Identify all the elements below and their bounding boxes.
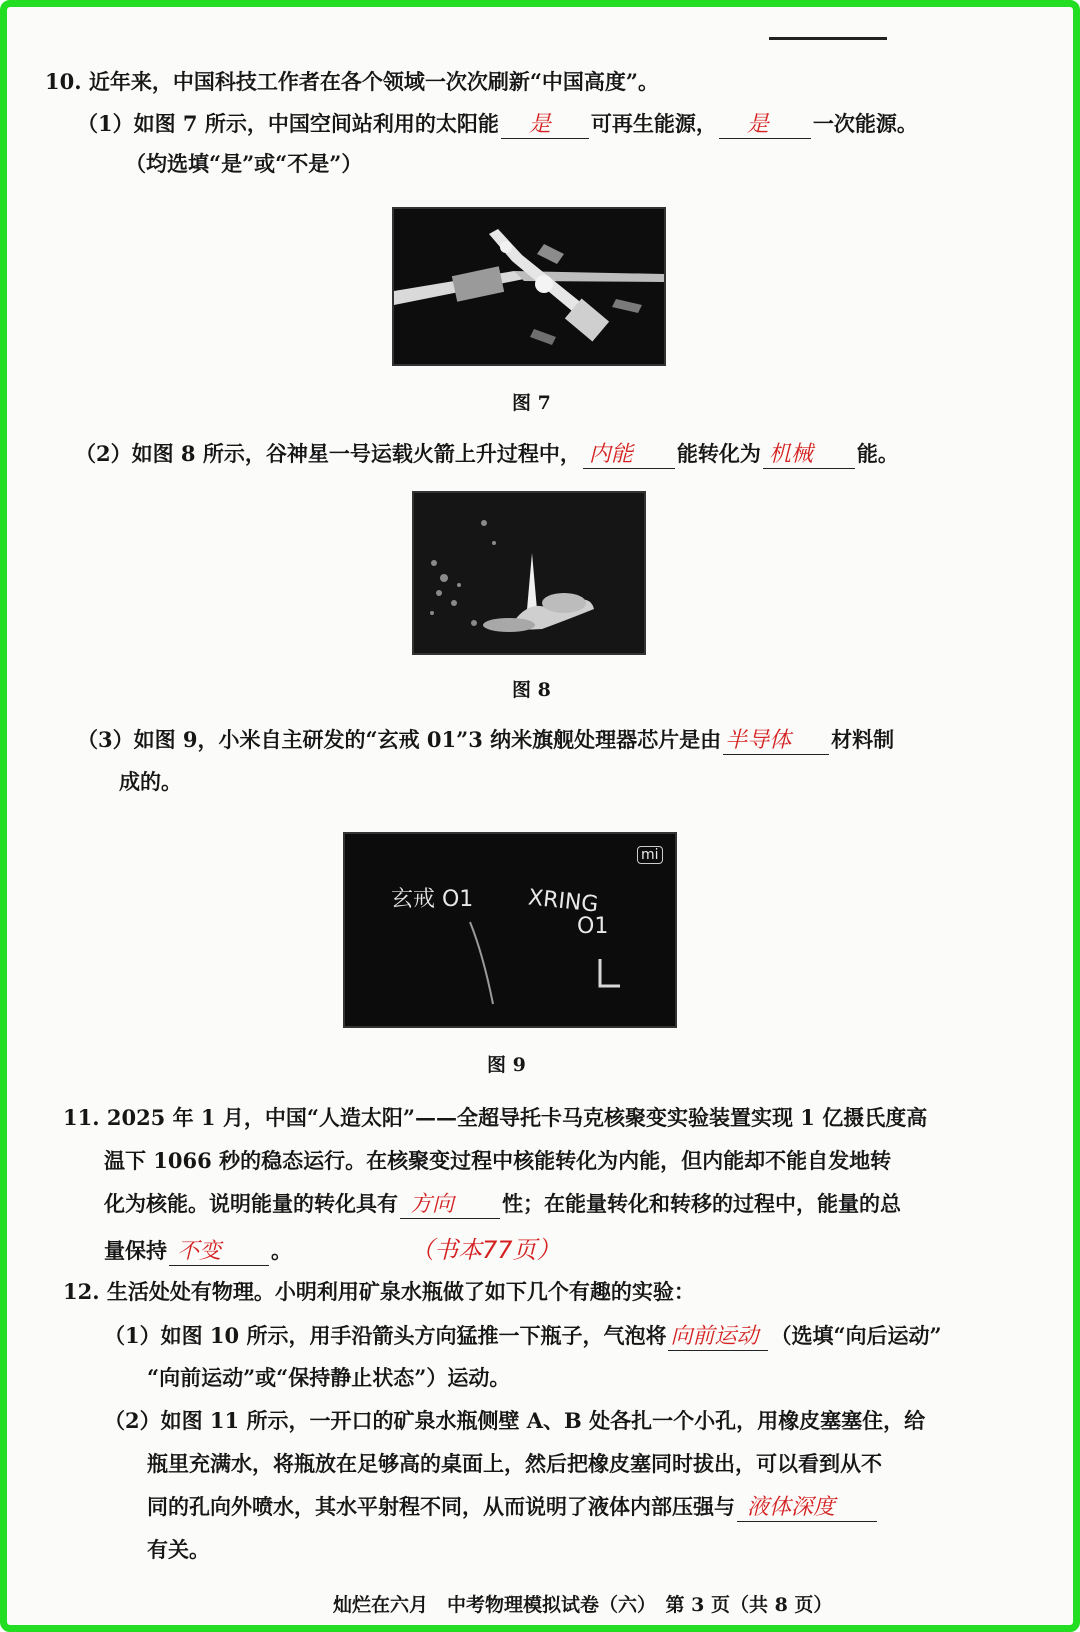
- q10-p1-answer2: 是: [746, 112, 769, 137]
- q11-line2: 温下 1066 秒的稳态运行。在核聚变过程中核能转化为内能，但内能却不能自发地转: [104, 1148, 892, 1173]
- q10-part1: [77, 109, 918, 139]
- q10-part3: [77, 725, 894, 755]
- q11-answer1: 方向: [410, 1192, 455, 1217]
- q10-p1-blank2[interactable]: [719, 112, 811, 139]
- q10-p1-hint: （均选填“是”或“不是”）: [125, 151, 363, 176]
- q10-title: 10. 近年来，中国科技工作者在各个领域一次次刷新“中国高度”。: [45, 69, 660, 94]
- q10-p1-label: （1）如图 7 所示，中国空间站利用的太阳能: [77, 111, 499, 136]
- q10-part2: [75, 439, 899, 469]
- q10-p2-blank1[interactable]: [583, 442, 675, 469]
- figure-8-caption: 图 8: [512, 679, 551, 701]
- chip-label-cn: 玄戒 O1: [391, 887, 474, 912]
- q12-part2-line1: （2）如图 11 所示，一开口的矿泉水瓶侧壁 A、B 处各扎一个小孔，用橡皮塞塞住，给: [104, 1408, 926, 1433]
- q12-p2-line3-start: 同的孔向外喷水，其水平射程不同，从而说明了液体内部压强与: [147, 1494, 735, 1519]
- figure-9-chip-photo: [343, 832, 677, 1028]
- q11-line4-end: 。: [271, 1238, 292, 1263]
- q10-p3-line2: 成的。: [119, 769, 182, 794]
- header-rule: [769, 37, 887, 40]
- q12-title: 12. 生活处处有物理。小明利用矿泉水瓶做了如下几个有趣的实验：: [63, 1279, 695, 1304]
- q11-line3-end: 性；在能量转化和转移的过程中，能量的总: [502, 1191, 901, 1216]
- figure-7-caption: 图 7: [512, 392, 551, 414]
- q10-p2-answer2: 机械: [768, 442, 813, 467]
- q11-line3: [104, 1189, 901, 1219]
- q11-line1: 11. 2025 年 1 月，中国“人造太阳”——全超导托卡马克核聚变实验装置实现 1 亿摄氏度高: [63, 1105, 928, 1130]
- q10-p3-label: （3）如图 9，小米自主研发的“玄戒 01”3 纳米旗舰处理器芯片是由: [77, 727, 722, 752]
- figure-8-rocket-launch-photo: [412, 491, 646, 655]
- rocket-launch-illustration: [414, 493, 644, 653]
- mi-logo-icon: mi: [637, 846, 663, 864]
- q12-p2-blank[interactable]: [737, 1495, 877, 1522]
- q12-p1-line1-end: （选填“向后运动”: [770, 1323, 942, 1348]
- q10-p2-answer1: 内能: [588, 442, 633, 467]
- q10-p3-end: 材料制: [831, 727, 895, 752]
- q10-p1-answer1: 是: [528, 112, 551, 137]
- q10-p3-blank[interactable]: [723, 728, 829, 755]
- q10-p1-end: 一次能源。: [812, 111, 918, 136]
- q10-p1-mid: 可再生能源，: [590, 111, 717, 136]
- q10-p2-end: 能。: [856, 441, 899, 466]
- q12-p1-line1-start: （1）如图 10 所示，用手沿箭头方向猛推一下瓶子，气泡将: [104, 1323, 667, 1348]
- q11-line4: [104, 1235, 561, 1266]
- q11-line4-start: 量保持: [104, 1238, 167, 1263]
- q10-p2-blank2[interactable]: [763, 442, 855, 469]
- q12-part2-line4: 有关。: [147, 1537, 210, 1562]
- q10-p3-answer: 半导体: [725, 728, 792, 753]
- q12-p2-answer: 液体深度: [747, 1495, 836, 1520]
- q11-blank2[interactable]: [169, 1239, 269, 1266]
- q10-p2-mid: 能转化为: [676, 441, 761, 466]
- q12-p1-answer: 向前运动: [670, 1324, 759, 1349]
- chip-label-en-line2: O1: [577, 914, 609, 939]
- q11-answer2: 不变: [177, 1239, 222, 1264]
- q10-p1-blank1[interactable]: [501, 112, 589, 139]
- space-station-illustration: [394, 209, 664, 364]
- q12-p1-blank[interactable]: [668, 1324, 768, 1351]
- page-footer: 灿烂在六月 中考物理模拟试卷（六） 第 3 页（共 8 页）: [333, 1594, 833, 1616]
- q11-line3-start: 化为核能。说明能量的转化具有: [104, 1191, 398, 1216]
- q11-handwritten-note: （书本77页）: [422, 1236, 561, 1264]
- chip-label-en-line1: XRING: [526, 885, 600, 918]
- figure-7-space-station-photo: [392, 207, 666, 366]
- q12-part1-line2: “向前运动”或“保持静止状态”）运动。: [147, 1365, 511, 1390]
- q12-part2-line3: [147, 1492, 879, 1522]
- chip-light-trace: [345, 834, 675, 1026]
- q10-p2-label: （2）如图 8 所示，谷神星一号运载火箭上升过程中，: [75, 441, 581, 466]
- figure-9-caption: 图 9: [487, 1054, 526, 1076]
- q11-blank1[interactable]: [400, 1192, 500, 1219]
- q12-part1-line1: [104, 1321, 942, 1351]
- q12-part2-line2: 瓶里充满水，将瓶放在足够高的桌面上，然后把橡皮塞同时拔出，可以看到从不: [147, 1451, 882, 1476]
